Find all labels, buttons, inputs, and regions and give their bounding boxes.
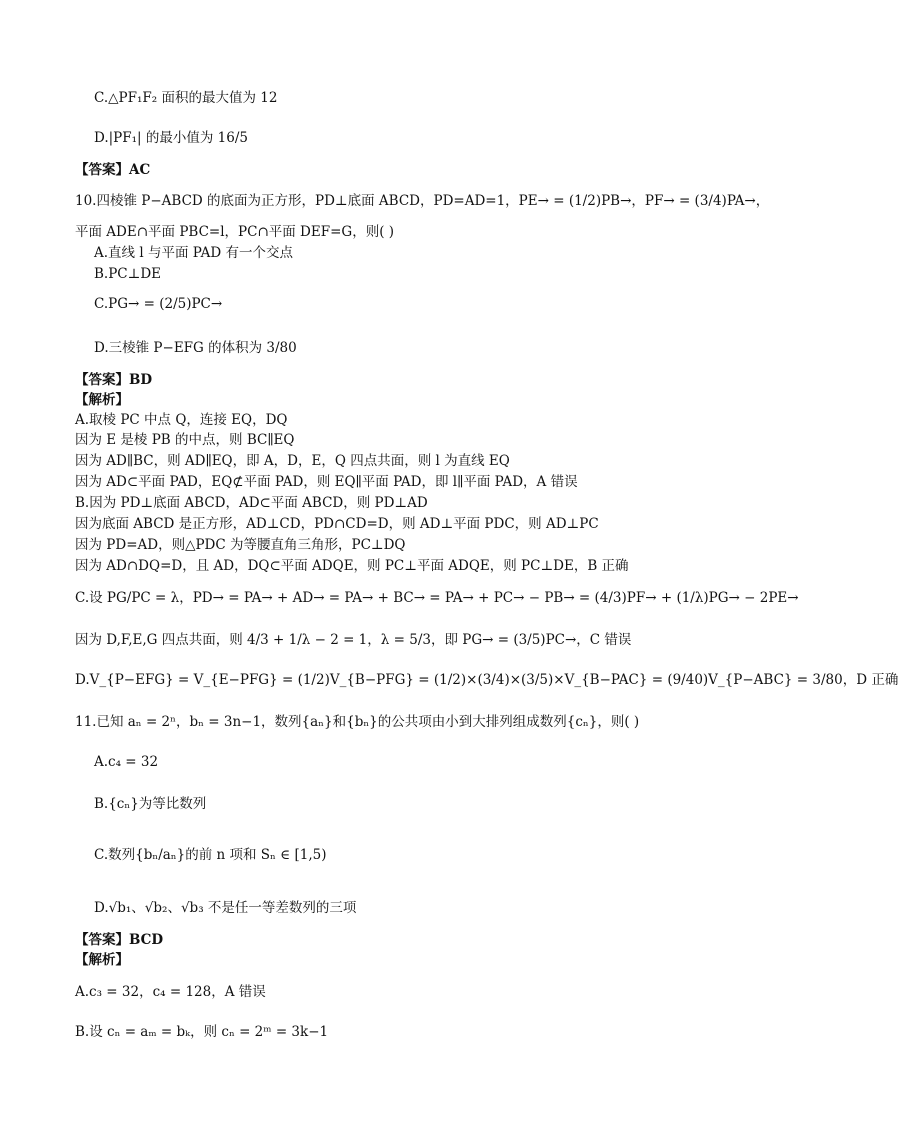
text-line-17: 因为底面 ABCD 是正方形，AD⊥CD，PD∩CD=D，则 AD⊥平面 PDC，则 AD⊥PC [75,516,599,532]
text-line-12: A.取棱 PC 中点 Q，连接 EQ，DQ [75,412,288,428]
text-line-29: 【解析】 [75,952,129,968]
text-line-9: D.三棱锥 P−EFG 的体积为 3/80 [94,340,297,356]
text-line-20: C.设 PG/PC = λ，PD→ = PA→ + AD→ = PA→ + BC→ = PA→ + PC→ − PB→ = (4/3)PF→ + (1/λ)PG→ − 2PE→ [75,590,799,606]
text-line-21: 因为 D,F,E,G 四点共面，则 4/3 + 1/λ − 2 = 1，λ = 5/3，即 PG→ = (3/5)PC→，C 错误 [75,632,632,648]
text-line-3: 【答案】AC [75,162,151,178]
text-line-8: C.PG→ = (2/5)PC→ [94,296,223,312]
text-line-26: C.数列{bₙ/aₙ}的前 n 项和 Sₙ ∈ [1,5) [94,847,327,863]
text-line-19: 因为 AD∩DQ=D，且 AD，DQ⊂平面 ADQE，则 PC⊥平面 ADQE，则 PC⊥DE，B 正确 [75,558,629,574]
text-line-15: 因为 AD⊂平面 PAD，EQ⊄平面 PAD，则 EQ∥平面 PAD，即 l∥平面 PAD，A 错误 [75,474,578,490]
text-line-5: 平面 ADE∩平面 PBC=l，PC∩平面 DEF=G，则( ) [75,224,395,240]
text-line-25: B.{cₙ}为等比数列 [94,796,207,812]
text-line-10: 【答案】BD [75,372,153,388]
text-line-30: A.c₃ = 32，c₄ = 128，A 错误 [75,984,266,1000]
text-line-22: D.V_{P−EFG} = V_{E−PFG} = (1/2)V_{B−PFG} = (1/2)×(3/4)×(3/5)×V_{B−PAC} = (9/40)V_{P−ABC} = 3/80，D 正确 [75,672,898,688]
text-line-24: A.c₄ = 32 [94,754,159,770]
text-line-31: B.设 cₙ = aₘ = bₖ，则 cₙ = 2ᵐ = 3k−1 [75,1024,329,1040]
text-line-23: 11.已知 aₙ = 2ⁿ，bₙ = 3n−1，数列{aₙ}和{bₙ}的公共项由小到大排列组成数列{cₙ}，则( ) [75,714,640,730]
text-line-2: D.|PF₁| 的最小值为 16/5 [94,130,248,146]
text-line-6: A.直线 l 与平面 PAD 有一个交点 [94,245,293,261]
text-line-7: B.PC⊥DE [94,266,161,282]
text-line-16: B.因为 PD⊥底面 ABCD，AD⊂平面 ABCD，则 PD⊥AD [75,495,428,511]
text-line-18: 因为 PD=AD，则△PDC 为等腰直角三角形，PC⊥DQ [75,537,406,553]
text-line-27: D.√b₁、√b₂、√b₃ 不是任一等差数列的三项 [94,900,357,916]
text-line-1: C.△PF₁F₂ 面积的最大值为 12 [94,90,278,106]
text-line-13: 因为 E 是棱 PB 的中点，则 BC∥EQ [75,432,295,448]
text-line-14: 因为 AD∥BC，则 AD∥EQ，即 A，D，E，Q 四点共面，则 l 为直线 EQ [75,453,510,469]
text-line-11: 【解析】 [75,392,129,408]
text-line-4: 10.四棱锥 P−ABCD 的底面为正方形，PD⊥底面 ABCD，PD=AD=1，PE→ = (1/2)PB→，PF→ = (3/4)PA→， [75,193,770,209]
text-line-28: 【答案】BCD [75,932,164,948]
